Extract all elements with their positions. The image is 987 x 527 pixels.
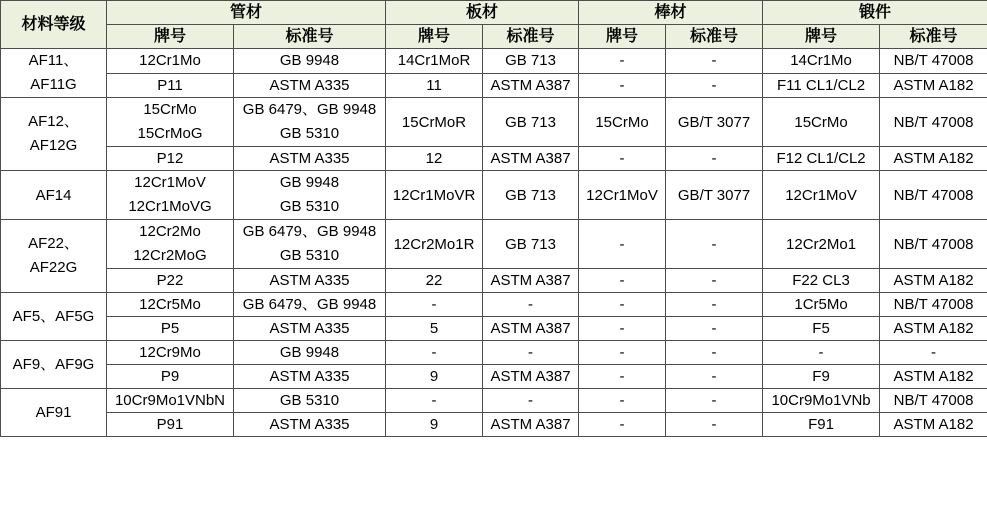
cell-line: 12Cr2MoG <box>133 247 207 264</box>
header-row-groups <box>1 1 987 25</box>
table-cell: ASTM A387 <box>483 147 579 171</box>
table-cell: GB 6479、GB 9948 <box>234 293 386 317</box>
table-row <box>1 293 987 317</box>
cell-line: GB 5310 <box>279 198 340 215</box>
table-cell: ASTM A182 <box>880 73 987 98</box>
table-cell: F5 <box>763 317 880 341</box>
table-cell: 15CrMo <box>579 98 666 147</box>
table-row <box>1 171 987 220</box>
table-cell: GB 713 <box>483 171 579 220</box>
table-cell: - <box>483 293 579 317</box>
grade-cell: AF9、AF9G <box>1 341 107 389</box>
table-cell: ASTM A387 <box>483 73 579 98</box>
grade-label: AF22、 <box>28 235 79 252</box>
grade-cell <box>1 220 107 293</box>
table-row <box>1 147 987 171</box>
table-cell: 12Cr9Mo <box>107 341 234 365</box>
grade-cell <box>1 98 107 171</box>
table-cell <box>107 98 234 147</box>
table-cell: - <box>579 147 666 171</box>
grade-label: AF11G <box>30 76 77 93</box>
table-cell: - <box>666 269 763 293</box>
table-cell: 1Cr5Mo <box>763 293 880 317</box>
table-cell: NB/T 47008 <box>880 293 987 317</box>
grade-cell: AF91 <box>1 389 107 437</box>
table-cell: F22 CL3 <box>763 269 880 293</box>
header-brand: 牌号 <box>763 25 880 49</box>
cell-line: 12Cr1MoV <box>134 174 206 191</box>
table-cell: P5 <box>107 317 234 341</box>
cell-line: GB 6479、GB 9948 <box>242 223 377 240</box>
table-cell: - <box>579 389 666 413</box>
header-forging: 锻件 <box>763 1 987 25</box>
cell-line: GB 6479、GB 9948 <box>242 101 377 118</box>
table-cell: ASTM A182 <box>880 413 987 437</box>
table-row <box>1 269 987 293</box>
table-cell: - <box>579 413 666 437</box>
table-cell: 12Cr2Mo1R <box>386 220 483 269</box>
table-cell: GB 9948 <box>234 341 386 365</box>
header-bar: 棒材 <box>579 1 763 25</box>
grade-label: AF12、 <box>28 113 79 130</box>
table-cell: - <box>579 220 666 269</box>
table-row <box>1 98 987 147</box>
table-cell: ASTM A387 <box>483 317 579 341</box>
table-cell: 15CrMo <box>763 98 880 147</box>
table-cell: P12 <box>107 147 234 171</box>
cell-line: 12Cr2Mo <box>139 223 201 240</box>
table-cell: 14Cr1Mo <box>763 49 880 74</box>
table-cell: - <box>666 293 763 317</box>
table-cell: - <box>386 389 483 413</box>
table-cell: ASTM A335 <box>234 413 386 437</box>
table-cell: ASTM A335 <box>234 317 386 341</box>
table-cell: F12 CL1/CL2 <box>763 147 880 171</box>
grade-cell: AF5、AF5G <box>1 293 107 341</box>
table-cell: F11 CL1/CL2 <box>763 73 880 98</box>
grade-label: AF12G <box>29 137 78 154</box>
table-cell: - <box>880 341 987 365</box>
table-row <box>1 413 987 437</box>
table-cell: - <box>483 389 579 413</box>
table-cell <box>107 220 234 269</box>
table-cell: 22 <box>386 269 483 293</box>
table-cell: 12Cr2Mo1 <box>763 220 880 269</box>
header-standard: 标准号 <box>666 25 763 49</box>
table-cell: ASTM A387 <box>483 365 579 389</box>
table-cell: - <box>579 317 666 341</box>
table-row <box>1 389 987 413</box>
table-cell: 12Cr5Mo <box>107 293 234 317</box>
grade-cell: AF14 <box>1 171 107 220</box>
table-cell: - <box>386 341 483 365</box>
table-cell: NB/T 47008 <box>880 98 987 147</box>
table-cell: 14Cr1MoR <box>386 49 483 74</box>
table-row <box>1 341 987 365</box>
table-cell: 9 <box>386 413 483 437</box>
table-cell: GB 9948 <box>234 49 386 74</box>
table-cell: ASTM A387 <box>483 269 579 293</box>
table-cell: GB 5310 <box>234 389 386 413</box>
cell-line: GB 5310 <box>279 247 340 264</box>
table-cell: 12 <box>386 147 483 171</box>
table-cell: 12Cr1MoVR <box>386 171 483 220</box>
table-cell: 12Cr1MoV <box>763 171 880 220</box>
table-cell: P22 <box>107 269 234 293</box>
cell-line: 15CrMoG <box>137 125 203 142</box>
table-cell: ASTM A182 <box>880 365 987 389</box>
table-cell: P91 <box>107 413 234 437</box>
table-cell: 5 <box>386 317 483 341</box>
cell-line: 15CrMo <box>143 101 197 118</box>
table-cell: F91 <box>763 413 880 437</box>
table-cell: ASTM A335 <box>234 269 386 293</box>
table-cell: ASTM A182 <box>880 317 987 341</box>
table-cell: - <box>666 73 763 98</box>
header-brand: 牌号 <box>107 25 234 49</box>
table-cell: - <box>666 220 763 269</box>
cell-line: GB 5310 <box>279 125 340 142</box>
table-cell: - <box>666 389 763 413</box>
table-cell: - <box>666 365 763 389</box>
table-cell: ASTM A335 <box>234 147 386 171</box>
table-cell: - <box>579 365 666 389</box>
table-cell: - <box>579 73 666 98</box>
grade-cell <box>1 49 107 98</box>
table-cell <box>234 98 386 147</box>
table-cell: 12Cr1MoV <box>579 171 666 220</box>
table-cell: 10Cr9Mo1VNb <box>763 389 880 413</box>
table-cell <box>234 220 386 269</box>
header-standard: 标准号 <box>880 25 987 49</box>
table-cell <box>234 171 386 220</box>
table-cell: NB/T 47008 <box>880 49 987 74</box>
table-cell: - <box>666 413 763 437</box>
header-pipe: 管材 <box>107 1 386 25</box>
header-brand: 牌号 <box>386 25 483 49</box>
table-cell: - <box>666 317 763 341</box>
header-row-subcols <box>1 25 987 49</box>
header-brand: 牌号 <box>579 25 666 49</box>
table-cell: F9 <box>763 365 880 389</box>
table-cell: GB/T 3077 <box>666 98 763 147</box>
table-cell: ASTM A335 <box>234 73 386 98</box>
cell-line: 12Cr1MoVG <box>128 198 212 215</box>
table-cell: 10Cr9Mo1VNbN <box>107 389 234 413</box>
table-cell: - <box>483 341 579 365</box>
header-plate: 板材 <box>386 1 579 25</box>
table-cell: GB 713 <box>483 49 579 74</box>
table-row <box>1 49 987 74</box>
header-standard: 标准号 <box>483 25 579 49</box>
table-cell: - <box>579 269 666 293</box>
table-cell: 15CrMoR <box>386 98 483 147</box>
table-cell: GB 713 <box>483 220 579 269</box>
table-cell: - <box>763 341 880 365</box>
table-row <box>1 220 987 269</box>
table-cell: NB/T 47008 <box>880 220 987 269</box>
header-standard: 标准号 <box>234 25 386 49</box>
table-cell: - <box>386 293 483 317</box>
table-cell: - <box>666 147 763 171</box>
table-cell: - <box>579 293 666 317</box>
table-cell: 11 <box>386 73 483 98</box>
table-cell: ASTM A182 <box>880 269 987 293</box>
table-cell: ASTM A182 <box>880 147 987 171</box>
table-cell: ASTM A335 <box>234 365 386 389</box>
table-cell: P9 <box>107 365 234 389</box>
table-cell: - <box>579 341 666 365</box>
table-cell: ASTM A387 <box>483 413 579 437</box>
table-row <box>1 317 987 341</box>
table-cell: - <box>579 49 666 74</box>
table-row <box>1 73 987 98</box>
table-cell: 9 <box>386 365 483 389</box>
table-cell: P11 <box>107 73 234 98</box>
table-cell: NB/T 47008 <box>880 389 987 413</box>
table-cell: GB 713 <box>483 98 579 147</box>
table-cell: NB/T 47008 <box>880 171 987 220</box>
grade-label: AF11、 <box>28 52 79 69</box>
table-cell: GB/T 3077 <box>666 171 763 220</box>
header-grade: 材料等级 <box>1 1 107 49</box>
table-row <box>1 365 987 389</box>
grade-label: AF22G <box>29 259 78 276</box>
table-cell: - <box>666 49 763 74</box>
table-cell: - <box>666 341 763 365</box>
table-cell: 12Cr1Mo <box>107 49 234 74</box>
table-cell <box>107 171 234 220</box>
cell-line: GB 9948 <box>279 174 340 191</box>
